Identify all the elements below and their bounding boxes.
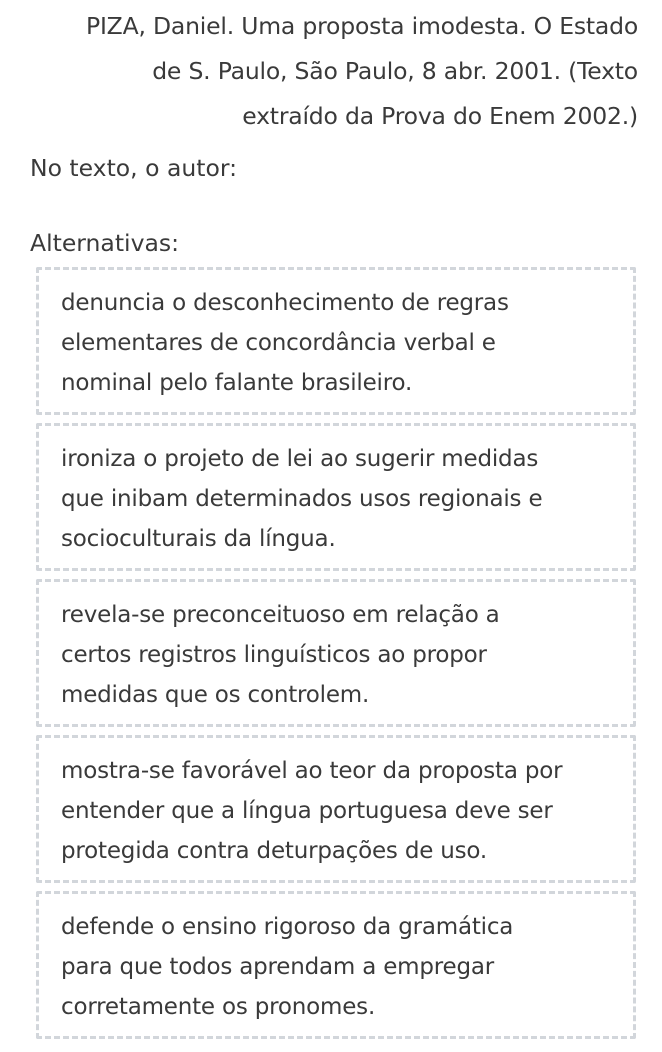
alternative-option-2[interactable] — [36, 423, 636, 571]
option-text-line: elementares de concordância verbal e — [61, 330, 496, 356]
citation-line: extraído da Prova do Enem 2002.) — [242, 102, 638, 130]
option-text-line: corretamente os pronomes. — [61, 994, 376, 1020]
question-prompt: No texto, o autor: — [30, 154, 238, 182]
option-text-line: para que todos aprendam a empregar — [61, 954, 495, 980]
alternative-option-4[interactable] — [36, 735, 636, 883]
alternatives-heading: Alternativas: — [30, 229, 180, 257]
option-text-line: defende o ensino rigoroso da gramática — [61, 914, 514, 940]
alternative-option-5[interactable] — [36, 891, 636, 1039]
option-text-line: que inibam determinados usos regionais e — [61, 486, 543, 512]
option-text-line: medidas que os controlem. — [61, 682, 370, 708]
option-text-line: entender que a língua portuguesa deve ser — [61, 798, 553, 824]
citation — [38, 4, 638, 139]
option-text-line: mostra-se favorável ao teor da proposta por — [61, 758, 563, 784]
alternatives-list — [36, 267, 636, 1039]
citation-line: de S. Paulo, São Paulo, 8 abr. 2001. (Texto — [152, 57, 638, 85]
alternative-option-3[interactable] — [36, 579, 636, 727]
option-text-line: revela-se preconceituoso em relação a — [61, 602, 500, 628]
alternative-option-1[interactable] — [36, 267, 636, 415]
option-text-line: ironiza o projeto de lei ao sugerir medidas — [61, 446, 539, 472]
option-text-line: certos registros linguísticos ao propor — [61, 642, 487, 668]
option-text-line: protegida contra deturpações de uso. — [61, 838, 488, 864]
citation-line: PIZA, Daniel. Uma proposta imodesta. O Estado — [85, 12, 638, 40]
option-text-line: denuncia o desconhecimento de regras — [61, 290, 509, 316]
option-text-line: socioculturais da língua. — [61, 526, 336, 552]
option-text-line: nominal pelo falante brasileiro. — [61, 370, 413, 396]
